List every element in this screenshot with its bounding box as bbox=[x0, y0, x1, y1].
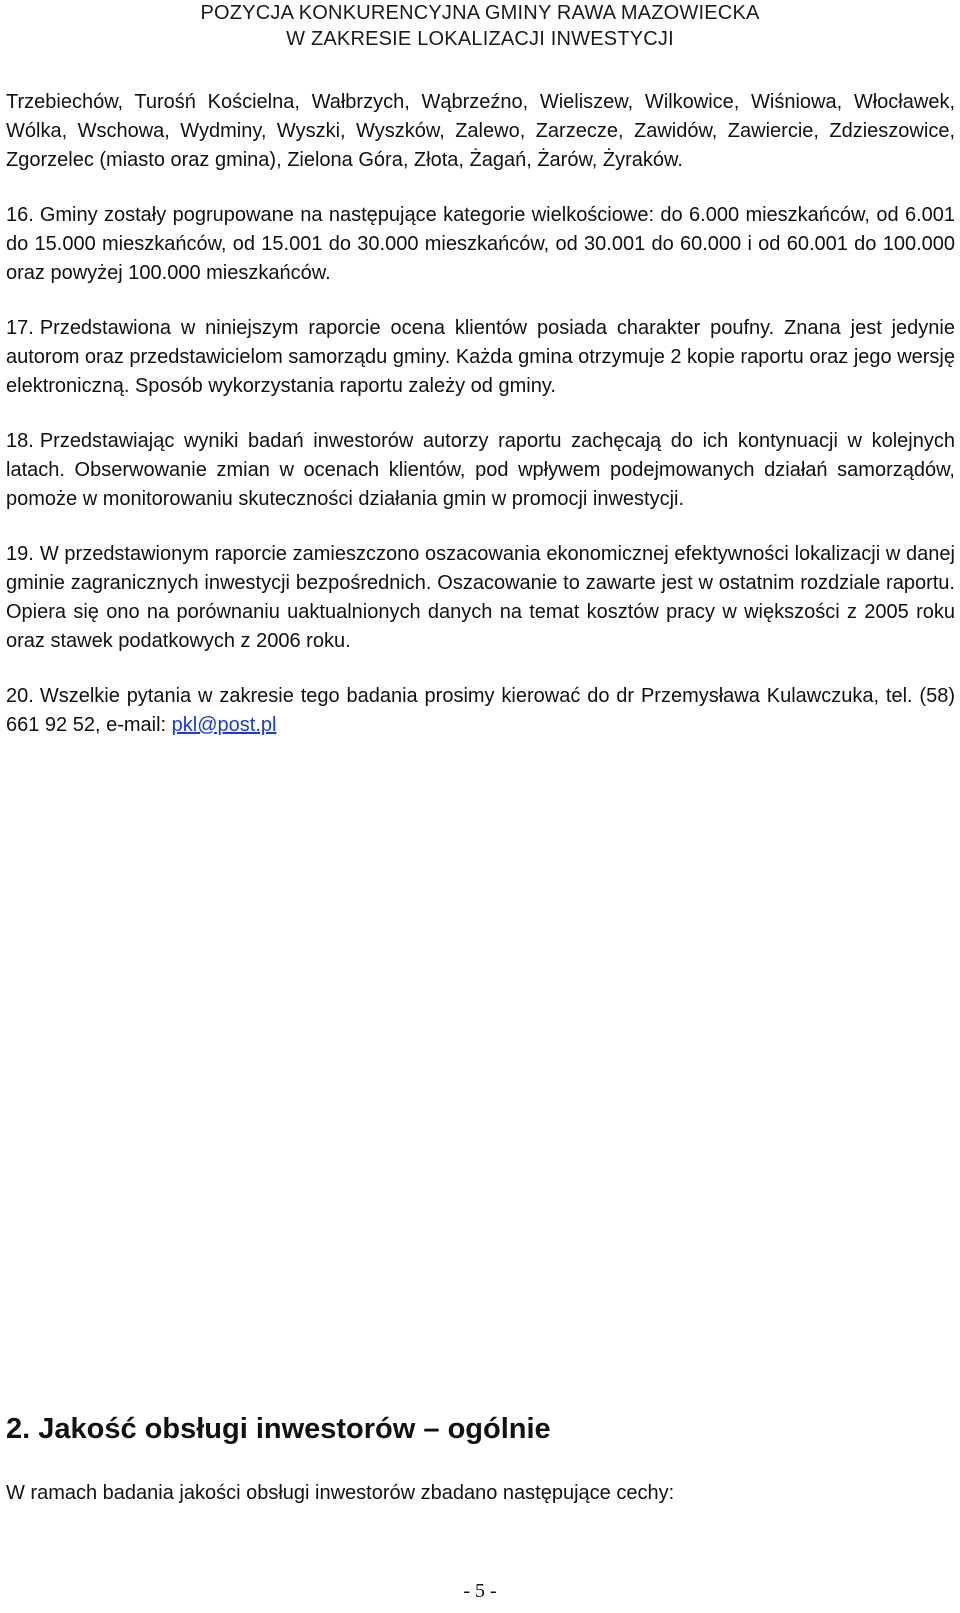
paragraph-15-continuation bbox=[6, 88, 955, 175]
document-body bbox=[6, 88, 955, 766]
paragraph-text: Trzebiechów, Turośń Kościelna, Wałbrzych, Wąbrzeźno, Wieliszew, Wilkowice, Wiśniowa, Włocławek, Wólka, Wschowa, Wydminy, Wyszki, Wyszków, Zalewo, Zarzecze, Zawidów, Zawiercie, Zdzieszowice, Zgorzelec (miasto oraz gmina), Zielona Góra, Złota, Żagań, Żarów, Żyraków. bbox=[6, 91, 955, 171]
paragraph-text: Przedstawiona w niniejszym raporcie ocena klientów posiada charakter poufny. Znana jest jedynie autorom oraz przedstawicielom samorządu gminy. Każda gmina otrzymuje 2 kopie raportu oraz jego wersję elektroniczną. Sposób wykorzystania raportu zależy od gminy. bbox=[6, 317, 955, 397]
paragraph-number: 16. bbox=[6, 204, 34, 226]
paragraph-18 bbox=[6, 427, 955, 514]
paragraph-text: Wszelkie pytania w zakresie tego badania prosimy kierować do dr Przemysława Kulawczuka, tel. (58) 661 92 52, e-mail: bbox=[6, 685, 955, 736]
header-title-line-2: W ZAKRESIE LOKALIZACJI INWESTYCJI bbox=[286, 28, 674, 50]
paragraph-20 bbox=[6, 682, 955, 740]
paragraph-17 bbox=[6, 314, 955, 401]
section-intro-text: W ramach badania jakości obsługi inwestorów zbadano następujące cechy: bbox=[6, 1482, 675, 1504]
paragraph-number: 17. bbox=[6, 317, 34, 339]
email-link[interactable]: pkl@post.pl bbox=[171, 714, 277, 736]
page-header bbox=[0, 0, 960, 52]
paragraph-19 bbox=[6, 540, 955, 656]
paragraph-number: 20. bbox=[6, 685, 34, 707]
paragraph-number: 18. bbox=[6, 430, 34, 452]
paragraph-16 bbox=[6, 201, 955, 288]
header-title-line-1: POZYCJA KONKURENCYJNA GMINY RAWA MAZOWIECKA bbox=[200, 2, 760, 24]
section-heading: 2. Jakość obsługi inwestorów – ogólnie bbox=[6, 1413, 551, 1445]
paragraph-number: 19. bbox=[6, 543, 34, 565]
page-number: - 5 - bbox=[463, 1580, 497, 1602]
paragraph-text: W przedstawionym raporcie zamieszczono oszacowania ekonomicznej efektywności lokalizacji w danej gminie zagranicznych inwestycji bezpośrednich. Oszacowanie to zawarte jest w ostatnim rozdziale raportu. Opiera się ono na porównaniu uaktualnionych danych na temat kosztów pracy w większości z 2005 roku oraz stawek podatkowych z 2006 roku. bbox=[6, 543, 955, 652]
paragraph-text: Przedstawiając wyniki badań inwestorów autorzy raportu zachęcają do ich kontynuacji w kolejnych latach. Obserwowanie zmian w ocenach klientów, pod wpływem podejmowanych działań samorządów, pomoże w monitorowaniu skuteczności działania gmin w promocji inwestycji. bbox=[6, 430, 955, 510]
paragraph-text: Gminy zostały pogrupowane na następujące kategorie wielkościowe: do 6.000 mieszkańców, od 6.001 do 15.000 mieszkańców, od 15.001 do 30.000 mieszkańców, od 30.001 do 60.000 i od 60.001 do 100.000 oraz powyżej 100.000 mieszkańców. bbox=[6, 204, 955, 284]
